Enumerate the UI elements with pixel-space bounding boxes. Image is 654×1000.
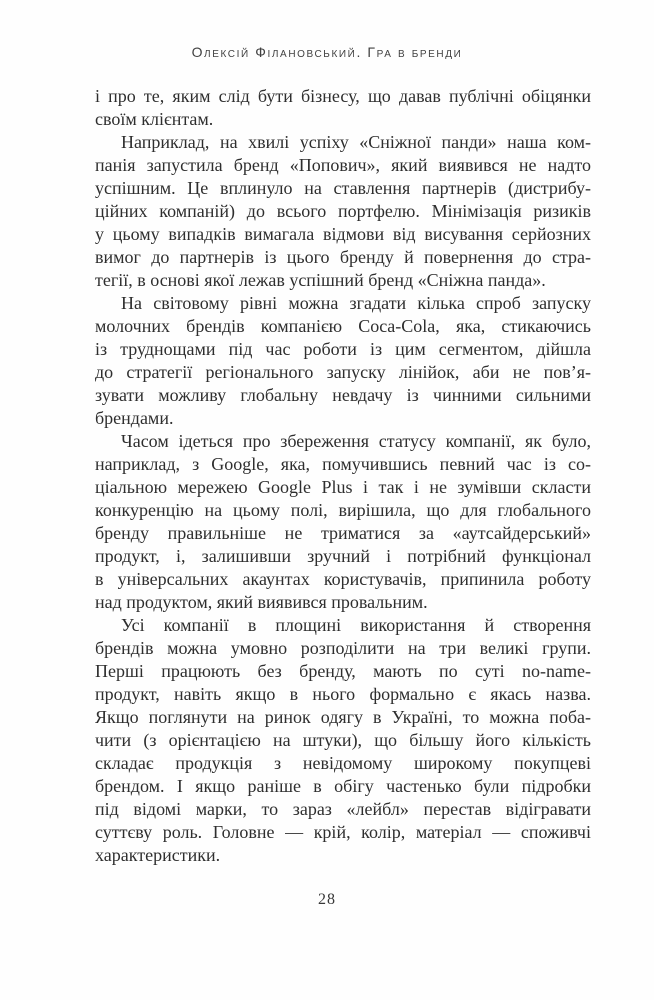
- text-line: наприклад, з Google, яка, помучившись певний час із со-: [95, 454, 591, 474]
- text-line: у цьому випадків вимагала відмови від висування серйозних: [95, 224, 591, 244]
- text-line: брендів можна умовно розподілити на три великі групи.: [95, 638, 591, 658]
- text-line: в універсальних акаунтах користувачів, припинила роботу: [95, 569, 591, 589]
- text-line: успішним. Це вплинуло на ставлення партнерів (дистрибу-: [95, 178, 591, 198]
- text-line: бренду правильніше не триматися за «аутсайдерський»: [95, 523, 591, 543]
- text-line: і про те, яким слід бути бізнесу, що давав публічні обіцянки: [95, 86, 591, 106]
- text-line: тегії, в основі якої лежав успішний бренд «Сніжна панда».: [95, 270, 546, 290]
- text-line: Часом ідеться про збереження статусу компанії, як було,: [121, 431, 591, 451]
- text-line: своїм клієнтам.: [95, 109, 214, 129]
- text-line: молочних брендів компанією Coca-Cola, яка, стикаючись: [95, 316, 591, 336]
- text-line: до стратегії регіонального запуску лінійок, аби не пов’я-: [95, 362, 591, 382]
- text-line: Усі компанії в площині використання й створення: [121, 615, 591, 635]
- text-line: Наприклад, на хвилі успіху «Сніжної панди» наша ком-: [121, 132, 591, 152]
- text-line: ціальною мережею Google Plus і так і не зумівши скласти: [95, 477, 591, 497]
- text-line: ційних компаній) до всього портфелю. Мінімізація ризиків: [95, 201, 591, 221]
- text-line: зувати можливу глобальну невдачу із чинними сильними: [95, 385, 591, 405]
- text-line: продукт, і, залишивши зручний і потрібний функціонал: [95, 546, 591, 566]
- text-line: із труднощами під час роботи із цим сегментом, дійшла: [95, 339, 591, 359]
- running-header: Олексій Філановський. Гра в бренди: [191, 44, 463, 60]
- text-line: суттєву роль. Головне — крій, колір, матеріал — споживчі: [95, 822, 591, 842]
- text-line: панія запустила бренд «Попович», який виявився не надто: [95, 155, 591, 175]
- text-line: вимог до партнерів із цього бренду й повернення до стра-: [95, 247, 591, 267]
- text-line: характеристики.: [95, 845, 221, 865]
- text-line: продукт, навіть якщо в нього формально є якась назва.: [95, 684, 591, 704]
- text-line: брендами.: [95, 408, 174, 428]
- text-line: Якщо поглянути на ринок одягу в Україні, то можна поба-: [95, 707, 591, 727]
- text-line: складає продукція з невідомому широкому покупцеві: [95, 753, 591, 773]
- text-line: конкуренцію на цьому полі, вирішила, що для глобального: [95, 500, 591, 520]
- text-line: над продуктом, який виявився провальним.: [95, 592, 428, 612]
- text-line: На світовому рівні можна згадати кілька спроб запуску: [121, 293, 591, 313]
- text-line: Перші працюють без бренду, мають по суті no-name-: [95, 661, 591, 681]
- body-text: [95, 85, 591, 867]
- text-line: чити (з орієнтацією на штуки), що більшу його кількість: [95, 730, 591, 750]
- text-line: брендом. І якщо раніше в обігу частенько були підробки: [95, 776, 591, 796]
- page-number: 28: [318, 891, 336, 908]
- text-line: під відомі марки, то зараз «лейбл» перестав відігравати: [95, 799, 591, 819]
